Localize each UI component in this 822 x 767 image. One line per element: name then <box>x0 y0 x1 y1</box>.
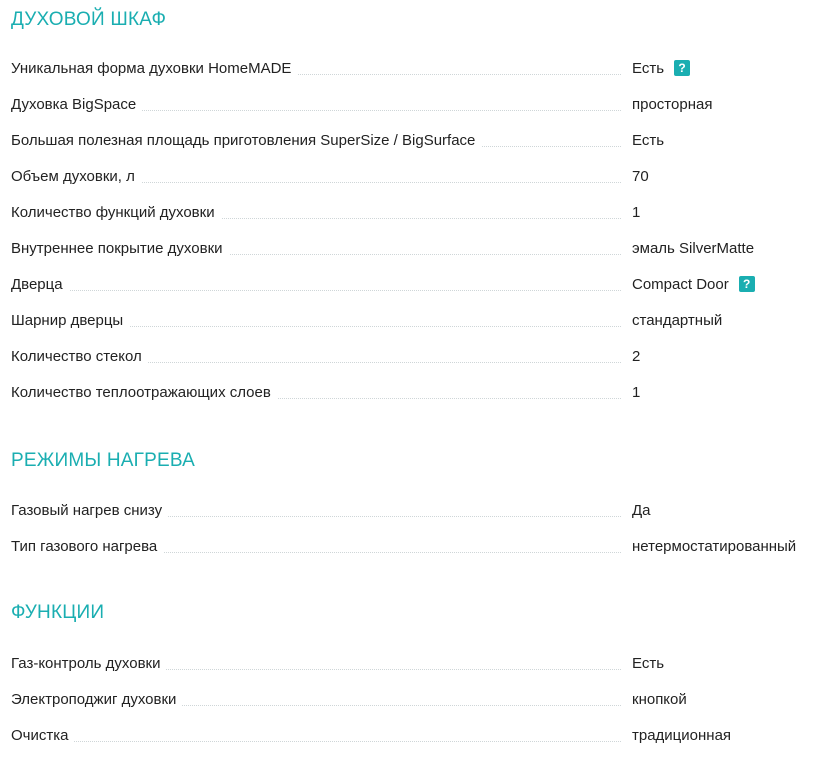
help-icon[interactable]: ? <box>674 60 690 76</box>
spec-value-cell <box>632 158 649 194</box>
spec-list-heating-modes <box>11 492 811 564</box>
spec-value: эмаль SilverMatte <box>632 239 755 257</box>
spec-value: Есть <box>632 654 665 672</box>
spec-row <box>11 86 811 122</box>
spec-list-oven <box>11 50 811 410</box>
spec-label: Тип газового нагрева <box>11 538 163 555</box>
spec-row <box>11 528 811 564</box>
spec-row <box>11 492 811 528</box>
spec-label: Электроподжиг духовки <box>11 691 182 708</box>
spec-value-cell <box>632 50 690 86</box>
spec-value: Compact Door <box>632 275 729 293</box>
section-title-oven: ДУХОВОЙ ШКАФ <box>11 9 167 30</box>
spec-value-cell <box>632 122 664 158</box>
spec-label: Уникальная форма духовки HomeMADE <box>11 60 297 77</box>
spec-row <box>11 230 811 266</box>
spec-row <box>11 717 811 753</box>
spec-value: Да <box>632 501 651 519</box>
spec-value: 1 <box>632 203 641 221</box>
spec-value-cell <box>632 194 640 230</box>
spec-row <box>11 158 811 194</box>
spec-value-cell <box>632 302 722 338</box>
spec-value: Есть <box>632 131 665 149</box>
spec-value: 70 <box>632 167 649 185</box>
spec-label: Количество теплоотражающих слоев <box>11 384 277 401</box>
spec-value: просторная <box>632 95 713 113</box>
spec-row <box>11 338 811 374</box>
spec-list-functions <box>11 645 811 753</box>
spec-value-cell <box>632 645 664 681</box>
help-icon[interactable]: ? <box>739 276 755 292</box>
spec-value: 2 <box>632 347 641 365</box>
spec-label: Очистка <box>11 727 74 744</box>
spec-value-cell <box>632 230 754 266</box>
spec-row <box>11 50 811 86</box>
dotted-leader <box>11 290 621 291</box>
spec-label: Количество стекол <box>11 348 148 365</box>
spec-row <box>11 302 811 338</box>
spec-value: традиционная <box>632 726 732 744</box>
spec-row <box>11 645 811 681</box>
spec-label: Шарнир дверцы <box>11 312 129 329</box>
spec-value: стандартный <box>632 311 723 329</box>
spec-label: Газовый нагрев снизу <box>11 502 168 519</box>
spec-label: Газ-контроль духовки <box>11 655 166 672</box>
spec-row <box>11 681 811 717</box>
spec-label: Внутреннее покрытие духовки <box>11 240 229 257</box>
spec-value-cell <box>632 681 687 717</box>
spec-value-cell <box>632 266 755 302</box>
section-title-heating-modes: РЕЖИМЫ НАГРЕВА <box>11 450 196 471</box>
spec-label: Дверца <box>11 276 69 293</box>
spec-value-cell <box>632 717 731 753</box>
spec-row <box>11 266 811 302</box>
spec-label: Духовка BigSpace <box>11 96 142 113</box>
spec-value-cell <box>632 492 651 528</box>
spec-row <box>11 122 811 158</box>
spec-value-cell <box>632 86 712 122</box>
spec-value: кнопкой <box>632 690 687 708</box>
spec-value-cell <box>632 528 796 564</box>
spec-value: нетермостатированный <box>632 537 797 555</box>
section-title-functions: ФУНКЦИИ <box>11 602 105 623</box>
spec-label: Количество функций духовки <box>11 204 221 221</box>
spec-value: Есть <box>632 59 665 77</box>
spec-value: 1 <box>632 383 641 401</box>
spec-value-cell <box>632 338 640 374</box>
spec-value-cell <box>632 374 640 410</box>
spec-row <box>11 374 811 410</box>
spec-label: Большая полезная площадь приготовления SuperSize / BigSurface <box>11 132 481 149</box>
spec-row <box>11 194 811 230</box>
dotted-leader <box>11 741 621 742</box>
spec-label: Объем духовки, л <box>11 168 141 185</box>
